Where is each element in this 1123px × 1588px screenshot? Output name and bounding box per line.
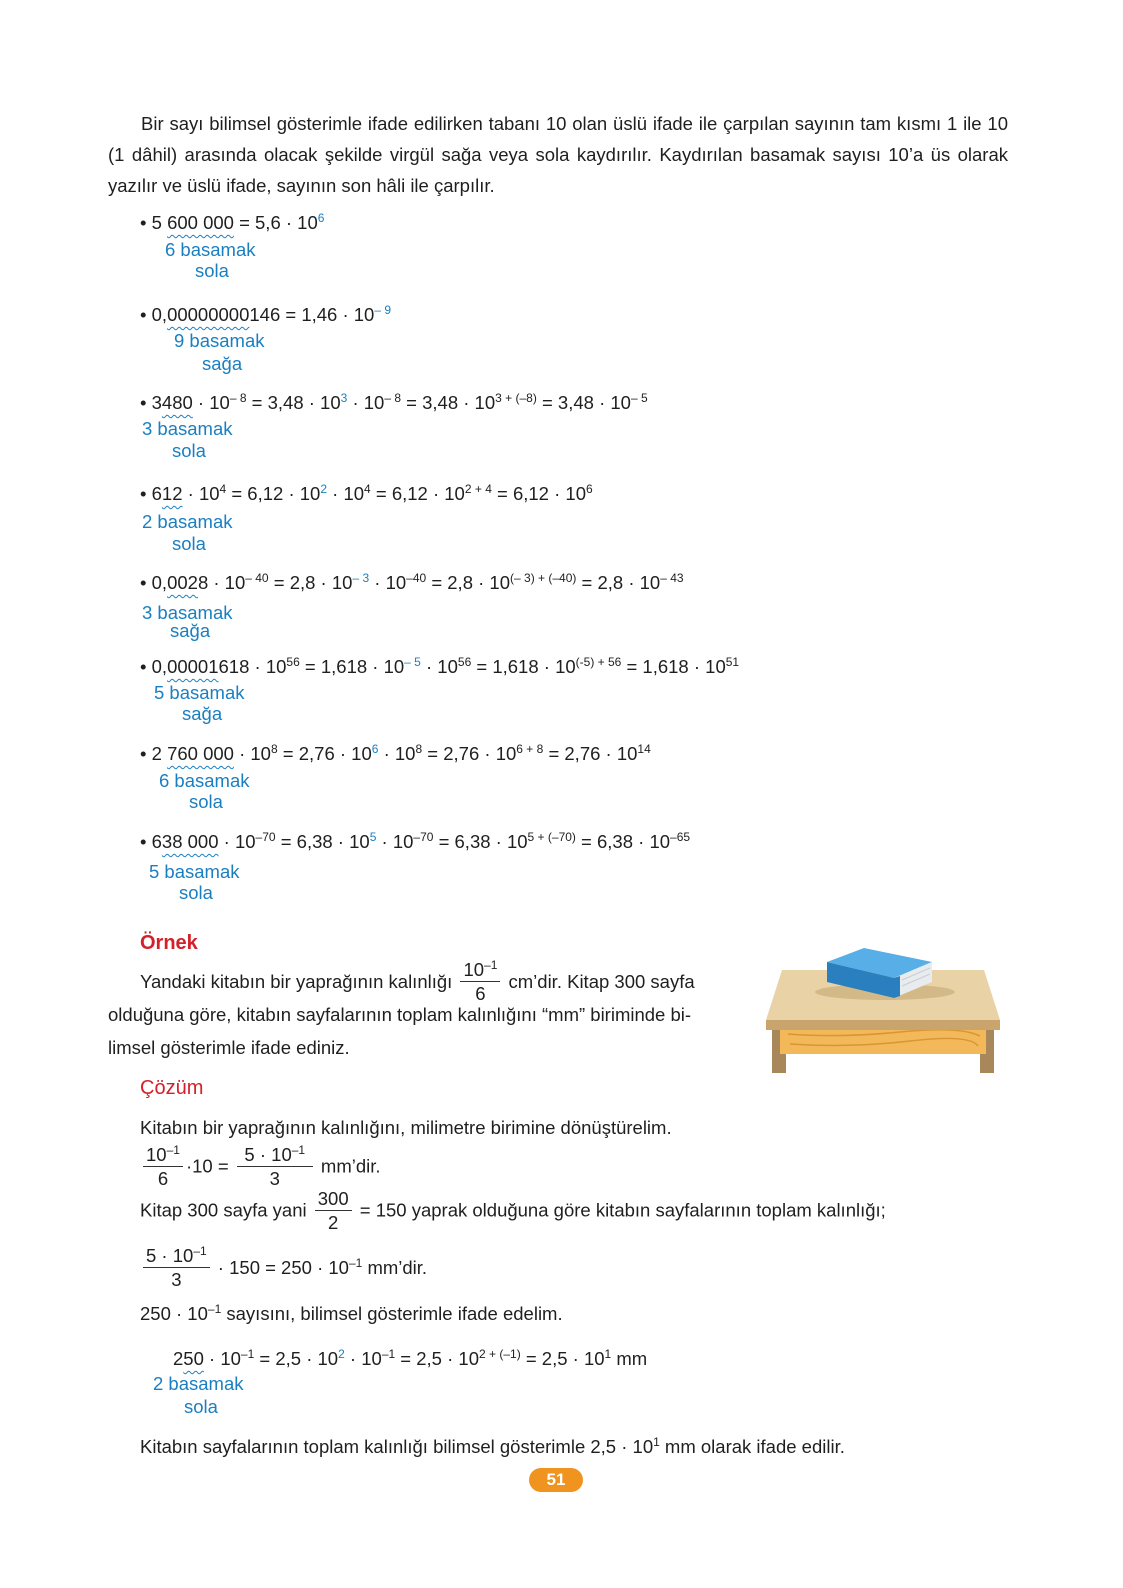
cozum-final: Kitabın sayfalarının toplam kalınlığı bilimsel gösterimle $2,5 \cdot 10^1$ mm olarak ifade edilir. <box>140 1435 845 1457</box>
example-4: • $612 \cdot 10^4 = 6,12 \cdot 10^2 \cdot 10^4 = 6,12 \cdot 10^{2 + 4} = 6,12 \cdot 10^6$ <box>140 482 593 504</box>
cozum-title: Çözüm <box>140 1077 204 1099</box>
example-3-label-direction: sola <box>172 440 206 461</box>
ornek-title: Örnek <box>140 932 198 954</box>
example-5-label-count: 3 basamak <box>142 602 233 623</box>
example-3: • $3480 \cdot 10^{- 8} = 3,48 \cdot 10^3 \cdot 10^{- 8} = 3,48 \cdot 10^{3 + (-8)} = 3,48 \cdot 10^{- 5}$ <box>140 391 648 413</box>
example-4-label-count: 2 basamak <box>142 511 233 532</box>
example-5: • $0,0028 \cdot 10^{- 40} = 2,8 \cdot 10^{- 3} \cdot 10^{-40} = 2,8 \cdot 10^{(- 3) + (-40)} = 2,8 \cdot 10^{- 43}$ <box>140 571 684 593</box>
example-7-label-direction: sola <box>189 791 223 812</box>
book-on-table-illustration <box>760 940 1005 1075</box>
example-2-label-count: 9 basamak <box>174 330 265 351</box>
intro-paragraph <box>108 108 1008 201</box>
cozum-equation: $250 \cdot 10^{-1} = 2,5 \cdot 10^2 \cdot 10^{-1} = 2,5 \cdot 10^{2 + (-1)} = 2,5 \cdot 10^1$ mm <box>173 1347 648 1369</box>
cozum-step-3: Kitap 300 sayfa yani $\frac{300}{2}$ = 150 yaprak olduğuna göre kitabın sayfalarının toplam kalınlığı; <box>140 1188 886 1233</box>
fraction-4: $\frac{5 \cdot 10^{-1}}{3}$ <box>143 1244 210 1291</box>
intro-text: Bir sayı bilimsel gösterimle ifade edilirken tabanı 10 olan üslü ifade ile çarpılan sayının tam kısmı 1 ile 10 (1 dâhil) arasında olacak şekilde virgül sağa veya sola kaydırılır. Kaydırılan basamak sayısı 10’a üs olarak yazılır ve üslü ifade, sayının son hâli ile çarpılır. <box>108 113 1008 196</box>
cozum-label-direction: sola <box>184 1396 218 1417</box>
example-7-label-count: 6 basamak <box>159 770 250 791</box>
example-1-label-direction: sola <box>195 260 229 281</box>
fraction-1: $\frac{10^{-1}}{6}$ <box>143 1143 183 1190</box>
example-5-label-direction: sağa <box>170 620 211 641</box>
ornek-fraction: $\frac{10^{-1}}{6}$ <box>460 958 500 1005</box>
fraction-2: $\frac{5 \cdot 10^{-1}}{3}$ <box>237 1143 313 1190</box>
ornek-line-3: limsel gösterimle ifade ediniz. <box>108 1037 350 1058</box>
example-6-label-direction: sağa <box>182 703 223 724</box>
example-8-label-direction: sola <box>179 882 213 903</box>
example-2: • $0,00000000146 = 1,46 \cdot 10^{- 9}$ <box>140 303 392 325</box>
example-1: • 5 600 $000 = 5,6 \cdot 10^6$ <box>140 211 325 233</box>
cozum-step-4: $\frac{5 \cdot 10^{-1}}{3}$ · $150 = 250 \cdot 10^{-1}$ mm’dir. <box>140 1244 427 1291</box>
example-7: • 2 760 $000 \cdot 10^8 = 2,76 \cdot 10^6 \cdot 10^8 = 2,76 \cdot 10^{6 + 8} = 2,76 \cdot 10^{14}$ <box>140 742 651 764</box>
example-6-label-count: 5 basamak <box>154 682 245 703</box>
cozum-step-1: Kitabın bir yaprağının kalınlığını, milimetre birimine dönüştürelim. <box>140 1117 672 1138</box>
cozum-label-count: 2 basamak <box>153 1373 244 1394</box>
page-number: 51 <box>529 1468 583 1492</box>
example-2-label-direction: sağa <box>202 353 243 374</box>
example-6: • $0,00001618 \cdot 10^{56} = 1,618 \cdot 10^{- 5} \cdot 10^{56} = 1,618 \cdot 10^{(-5) + 56} = 1,618 \cdot 10^{51}$ <box>140 655 740 677</box>
example-3-label-count: 3 basamak <box>142 418 233 439</box>
ornek-line-1: Yandaki kitabın bir yaprağının kalınlığı $\frac{10^{-1}}{6}$ cm’dir. Kitap 300 sayfa <box>140 958 695 1004</box>
example-8-label-count: 5 basamak <box>149 861 240 882</box>
cozum-step-5: $250 \cdot 10^{-1}$ sayısını, bilimsel gösterimle ifade edelim. <box>140 1302 563 1324</box>
ornek-line-2: olduğuna göre, kitabın sayfalarının toplam kalınlığını “mm” biriminde bi- <box>108 1004 692 1025</box>
fraction-3: $\frac{300}{2}$ <box>315 1187 352 1234</box>
example-1-label-count: 6 basamak <box>165 239 256 260</box>
example-4-label-direction: sola <box>172 533 206 554</box>
cozum-conversion: $\frac{10^{-1}}{6}$ ·10 = $\frac{5 \cdot 10^{-1}}{3}$ mm’dir. <box>140 1143 381 1190</box>
example-8: • 638 $000 \cdot 10^{-70} = 6,38 \cdot 10^5 \cdot 10^{-70} = 6,38 \cdot 10^{5 + (-70)} = 6,38 \cdot 10^{-65}$ <box>140 830 691 852</box>
